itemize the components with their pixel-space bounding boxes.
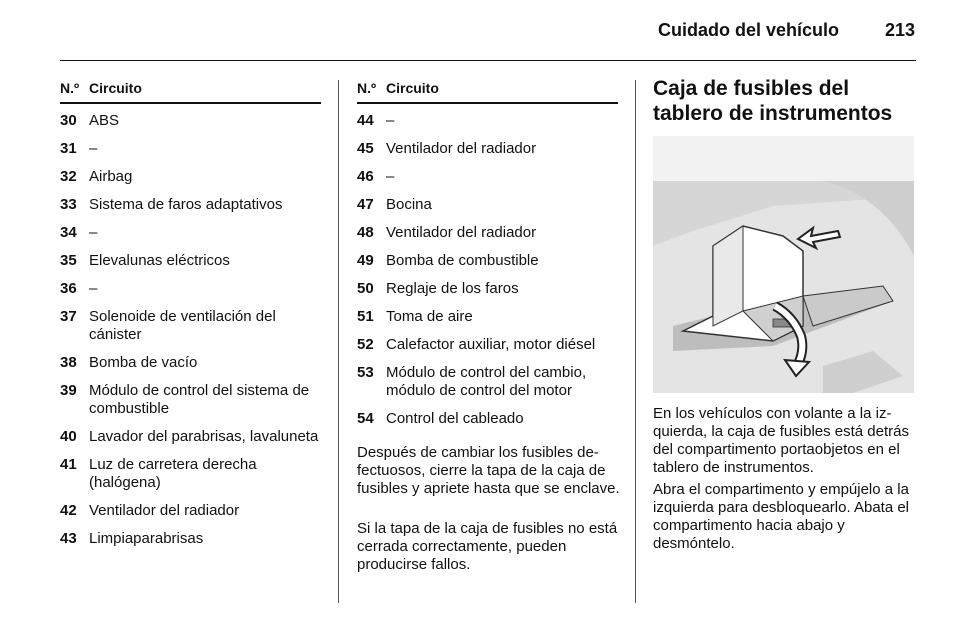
fuse-number: 46 (357, 168, 374, 185)
circuit-name: Módulo de control del sistema de combustible (89, 382, 310, 417)
circuit-name: – (89, 140, 98, 157)
column-divider (635, 80, 636, 603)
table-row (60, 196, 321, 214)
col-circuit-header: Circuito (89, 80, 142, 96)
table-row (60, 280, 321, 298)
table-row (357, 224, 618, 242)
circuit-name: Limpiaparabrisas (89, 530, 204, 547)
fuse-number: 31 (60, 140, 77, 157)
col-num-header: N.º (357, 80, 377, 96)
circuit-name: Bomba de vacío (89, 354, 198, 371)
header-rule (60, 60, 916, 61)
fuse-number: 37 (60, 308, 77, 325)
circuit-name: Solenoide de ventilación del cánister (89, 308, 276, 343)
table-row (60, 224, 321, 242)
fuse-number: 32 (60, 168, 77, 185)
fuse-number: 35 (60, 252, 77, 269)
table-row (60, 354, 321, 372)
circuit-name: – (386, 168, 395, 185)
table-header (357, 80, 618, 104)
circuit-name: Bocina (386, 196, 432, 213)
fuse-number: 48 (357, 224, 374, 241)
fuse-box-illustration (653, 136, 914, 393)
paragraph-fuse-replacement: Después de cambiar los fusibles defectuosos, cierre la tapa de la caja de fusibles y apriete hasta que se enclave. (357, 444, 620, 497)
fuse-number: 54 (357, 410, 374, 427)
circuit-name: Elevalunas eléctricos (89, 252, 230, 269)
fuse-number: 34 (60, 224, 77, 241)
fuse-number: 42 (60, 502, 77, 519)
circuit-name: Bomba de combustible (386, 252, 539, 269)
paragraph-location: En los vehículos con volante a la izquierda, la caja de fusibles está detrás del compartimento portaobjetos en el tablero de instrumentos. (653, 405, 909, 476)
fuse-number: 39 (60, 382, 77, 399)
table-row (357, 112, 618, 130)
table-row (60, 456, 321, 492)
fuse-table-left (60, 80, 321, 548)
fuse-number: 47 (357, 196, 374, 213)
fuse-number: 38 (60, 354, 77, 371)
circuit-name: Luz de carretera derecha (halógena) (89, 456, 257, 491)
col-num-header: N.º (60, 80, 80, 96)
circuit-name: ABS (89, 112, 120, 129)
circuit-name: Airbag (89, 168, 133, 185)
paragraph-instructions: Abra el compartimento y empújelo a la izquierda para desbloquearlo. Abata el compartimento hacia abajo y desmóntelo. (653, 481, 910, 552)
circuit-name: Reglaje de los faros (386, 280, 519, 297)
table-row (60, 382, 321, 418)
table-body (60, 112, 321, 548)
fuse-number: 30 (60, 112, 77, 129)
circuit-name: – (89, 280, 98, 297)
fuse-number: 51 (357, 308, 374, 325)
circuit-name: – (89, 224, 98, 241)
circuit-name: Control del cableado (386, 410, 524, 427)
fuse-number: 33 (60, 196, 77, 213)
table-row (60, 140, 321, 158)
col-circuit-header: Circuito (386, 80, 439, 96)
table-row (60, 502, 321, 520)
fuse-number: 36 (60, 280, 77, 297)
page-number: 213 (884, 20, 915, 40)
circuit-name: Módulo de control del cambio, módulo de control del motor (386, 364, 587, 399)
circuit-name: Ventilador del radiador (386, 224, 537, 241)
circuit-name: Toma de aire (386, 308, 473, 325)
table-row (357, 196, 618, 214)
fuse-number: 40 (60, 428, 77, 445)
table-row (60, 112, 321, 130)
fuse-number: 41 (60, 456, 77, 473)
section-title: Caja de fusibles del tablero de instrumentos (653, 77, 893, 125)
fuse-table-right (357, 80, 618, 428)
circuit-name: Calefactor auxiliar, motor diésel (386, 336, 596, 353)
table-row (357, 280, 618, 298)
table-row (60, 530, 321, 548)
table-row (357, 140, 618, 158)
circuit-name: Ventilador del radiador (386, 140, 537, 157)
paragraph-warning: Si la tapa de la caja de fusibles no está cerrada correctamente, pueden producirse fallos. (357, 520, 618, 573)
table-row (357, 336, 618, 354)
fuse-number: 53 (357, 364, 374, 381)
table-row (357, 364, 618, 400)
table-body (357, 112, 618, 428)
table-row (60, 308, 321, 344)
circuit-name: Sistema de faros adaptativos (89, 196, 283, 213)
circuit-name: Ventilador del radiador (89, 502, 240, 519)
table-row (357, 252, 618, 270)
column-divider (338, 80, 339, 603)
table-header (60, 80, 321, 104)
fuse-number: 50 (357, 280, 374, 297)
fuse-number: 43 (60, 530, 77, 547)
table-row (357, 168, 618, 186)
table-row (357, 410, 618, 428)
fuse-number: 49 (357, 252, 374, 269)
circuit-name: Lavador del parabrisas, lavaluneta (89, 428, 319, 445)
table-row (60, 428, 321, 446)
table-row (60, 252, 321, 270)
fuse-number: 45 (357, 140, 374, 157)
table-row (60, 168, 321, 186)
header-title: Cuidado del vehículo (657, 20, 839, 40)
fuse-number: 52 (357, 336, 374, 353)
table-row (357, 308, 618, 326)
fuse-number: 44 (357, 112, 374, 129)
circuit-name: – (386, 112, 395, 129)
